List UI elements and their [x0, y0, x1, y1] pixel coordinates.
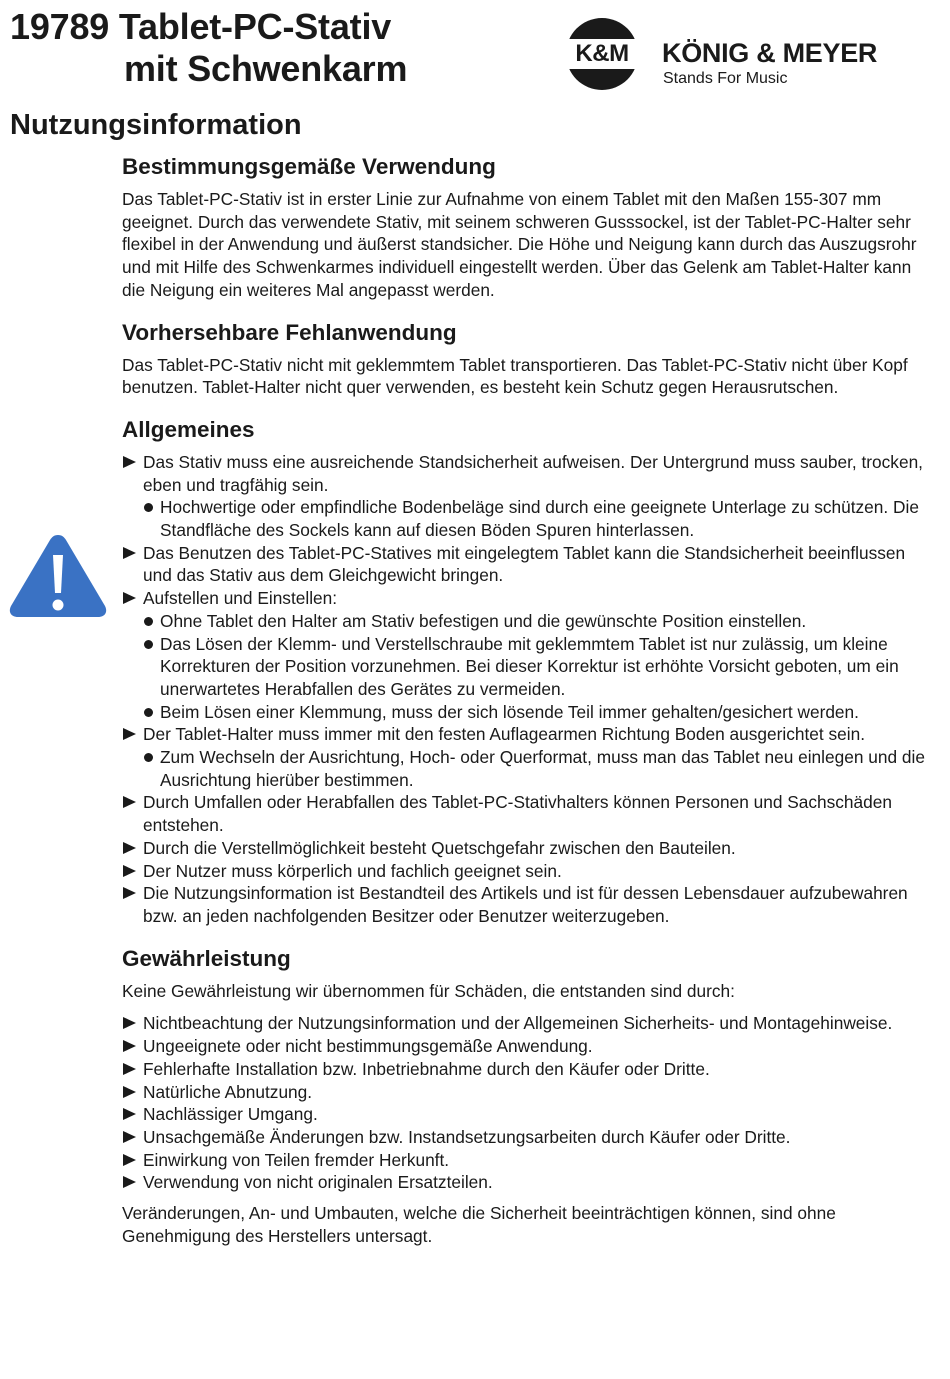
dot-bullet-icon — [144, 708, 153, 717]
dot-bullet-icon — [144, 617, 153, 626]
arrow-bullet-icon — [123, 592, 136, 604]
arrow-bullet-icon — [123, 1176, 136, 1188]
section-warranty — [122, 944, 938, 1248]
arrow-bullet-icon — [123, 728, 136, 740]
dot-bullet-icon — [144, 640, 153, 649]
sub-list — [143, 610, 938, 724]
arrow-bullet-icon — [123, 1131, 136, 1143]
dot-bullet-icon — [144, 503, 153, 512]
logo-circle-icon — [566, 18, 638, 90]
list-item: Unsachgemäße Änderungen bzw. Instandsetzungsarbeiten durch Käufer oder Dritte. — [122, 1126, 938, 1149]
sub-list-item: Hochwertige oder empfindliche Bodenbeläge sind durch eine geeignete Unterlage zu schützen. Die Standfläche des Sockels kann auf diesen Böden Spuren hinterlassen. — [143, 496, 938, 541]
arrow-bullet-icon — [123, 865, 136, 877]
list-item: Fehlerhafte Installation bzw. Inbetriebnahme durch den Käufer oder Dritte. — [122, 1058, 938, 1081]
list-item: Ungeeignete oder nicht bestimmungsgemäße Anwendung. — [122, 1035, 938, 1058]
dot-bullet-icon — [144, 753, 153, 762]
section-intended-use — [122, 152, 938, 302]
section-heading: Gewährleistung — [122, 945, 291, 971]
arrow-bullet-icon — [123, 1040, 136, 1052]
arrow-bullet-icon — [123, 1086, 136, 1098]
list-item: Der Tablet-Halter muss immer mit den festen Auflagearmen Richtung Boden ausgerichtet sein. Zum Wechseln der Ausrichtung, Hoch- oder Querformat, muss man das Tablet neu einlegen und die Ausrichtung hierüber bestimmen. — [122, 723, 938, 791]
arrow-bullet-icon — [123, 887, 136, 899]
warning-triangle-icon — [8, 531, 108, 619]
section-heading: Allgemeines — [122, 416, 255, 442]
section-paragraph: Das Tablet-PC-Stativ nicht mit geklemmtem Tablet transportieren. Das Tablet-PC-Stativ nicht über Kopf benutzen. Tablet-Halter nicht quer verwenden, es besteht kein Schutz gegen Herausrutschen. — [122, 354, 908, 398]
logo-brand-name: KÖNIG & MEYER — [662, 38, 878, 68]
warranty-closing: Veränderungen, An- und Umbauten, welche die Sicherheit beeinträchtigen können, sind ohne Genehmigung des Herstellers untersagt. — [122, 1203, 836, 1246]
title-line-1: 19789 Tablet-PC-Stativ — [10, 6, 392, 47]
list-item: Verwendung von nicht originalen Ersatzteilen. — [122, 1171, 938, 1194]
list-item: Einwirkung von Teilen fremder Herkunft. — [122, 1149, 938, 1172]
arrow-bullet-icon — [123, 1017, 136, 1029]
document-body — [122, 152, 938, 1247]
list-item: Die Nutzungsinformation ist Bestandteil des Artikels und ist für dessen Lebensdauer aufzubewahren bzw. an jeden nachfolgenden Besitzer oder Benutzer weiterzugeben. — [122, 882, 938, 927]
document-title — [10, 6, 407, 90]
list-item: Aufstellen und Einstellen: Ohne Tablet den Halter am Stativ befestigen und die gewünschte Position einstellen. Das Lösen der Klemm- und Verstellschraube mit geklemmtem Tablet ist nur zulässig, um kleine Korrekturen der Position vorzunehmen. Bei dieser Korrektur ist erhöhte Vorsicht geboten, um ein unerwartetes Herabfallen des Gerätes zu vermeiden. Beim Lösen einer Klemmung, muss der sich lösende Teil immer gehalten/gesichert werden. — [122, 587, 938, 723]
section-foreseeable-misuse — [122, 318, 938, 399]
logo-tagline: Stands For Music — [663, 70, 788, 87]
section-heading: Vorhersehbare Fehlanwendung — [122, 319, 457, 345]
sub-list-item: Zum Wechseln der Ausrichtung, Hoch- oder Querformat, muss man das Tablet neu einlegen und die Ausrichtung hierüber bestimmen. — [143, 746, 938, 791]
sub-list-item: Beim Lösen einer Klemmung, muss der sich lösende Teil immer gehalten/gesichert werden. — [143, 701, 938, 724]
sub-list — [143, 746, 938, 791]
list-item: Nichtbeachtung der Nutzungsinformation und der Allgemeinen Sicherheits- und Montagehinweise. — [122, 1012, 938, 1035]
arrow-bullet-icon — [123, 547, 136, 559]
list-item: Der Nutzer muss körperlich und fachlich geeignet sein. — [122, 860, 938, 883]
list-item: Durch die Verstellmöglichkeit besteht Quetschgefahr zwischen den Bauteilen. — [122, 837, 938, 860]
warranty-intro: Keine Gewährleistung wir übernommen für Schäden, die entstanden sind durch: — [122, 980, 735, 1001]
arrow-bullet-icon — [123, 1063, 136, 1075]
title-line-2: mit Schwenkarm — [124, 48, 408, 89]
arrow-bullet-icon — [123, 1108, 136, 1120]
section-general — [122, 415, 938, 928]
arrow-bullet-icon — [123, 796, 136, 808]
document-subtitle: Nutzungsinformation — [10, 109, 302, 141]
list-item: Das Benutzen des Tablet-PC-Statives mit eingelegtem Tablet kann die Standsicherheit beeinflussen und das Stativ aus dem Gleichgewicht bringen. — [122, 542, 938, 587]
section-heading: Bestimmungsgemäße Verwendung — [122, 154, 496, 179]
section-paragraph: Das Tablet-PC-Stativ ist in erster Linie zur Aufnahme von einem Tablet mit den Maßen 155-307 mm geeignet. Durch das verwendete Stativ, mit seinem schweren Gusssockel, ist der Tablet-PC-Halter sehr flexibel in der Anwendung und äußerst standsicher. Die Höhe und Neigung kann durch das Auszugsrohr und mit Hilfe des Schwenkarmes individuell eingestellt werden. Über das Gelenk am Tablet-Halter kann die Neigung ein weiteres Mal angepasst werden. — [122, 189, 917, 300]
sub-list-item: Das Lösen der Klemm- und Verstellschraube mit geklemmtem Tablet ist nur zulässig, um kleine Korrekturen der Position vorzunehmen. Bei dieser Korrektur ist erhöhte Vorsicht geboten, um ein unerwartetes Herabfallen des Gerätes zu vermeiden. — [143, 633, 938, 701]
list-item: Nachlässiger Umgang. — [122, 1103, 938, 1126]
arrow-bullet-icon — [123, 456, 136, 468]
sub-list-item: Ohne Tablet den Halter am Stativ befestigen und die gewünschte Position einstellen. — [143, 610, 938, 633]
list-item: Natürliche Abnutzung. — [122, 1081, 938, 1104]
brand-logo — [566, 18, 936, 90]
logo-mark: K&M — [562, 39, 642, 69]
sub-list — [143, 496, 938, 541]
arrow-bullet-icon — [123, 1154, 136, 1166]
arrow-bullet-icon — [123, 842, 136, 854]
list-item: Das Stativ muss eine ausreichende Standsicherheit aufweisen. Der Untergrund muss sauber, trocken, eben und tragfähig sein. Hochwertige oder empfindliche Bodenbeläge sind durch eine geeignete Unterlage zu schützen. Die Standfläche des Sockels kann auf diesen Böden Spuren hinterlassen. — [122, 451, 938, 542]
general-list — [122, 451, 938, 928]
warranty-list — [122, 1012, 938, 1194]
list-item: Durch Umfallen oder Herabfallen des Tablet-PC-Stativhalters können Personen und Sachschäden entstehen. — [122, 791, 938, 836]
